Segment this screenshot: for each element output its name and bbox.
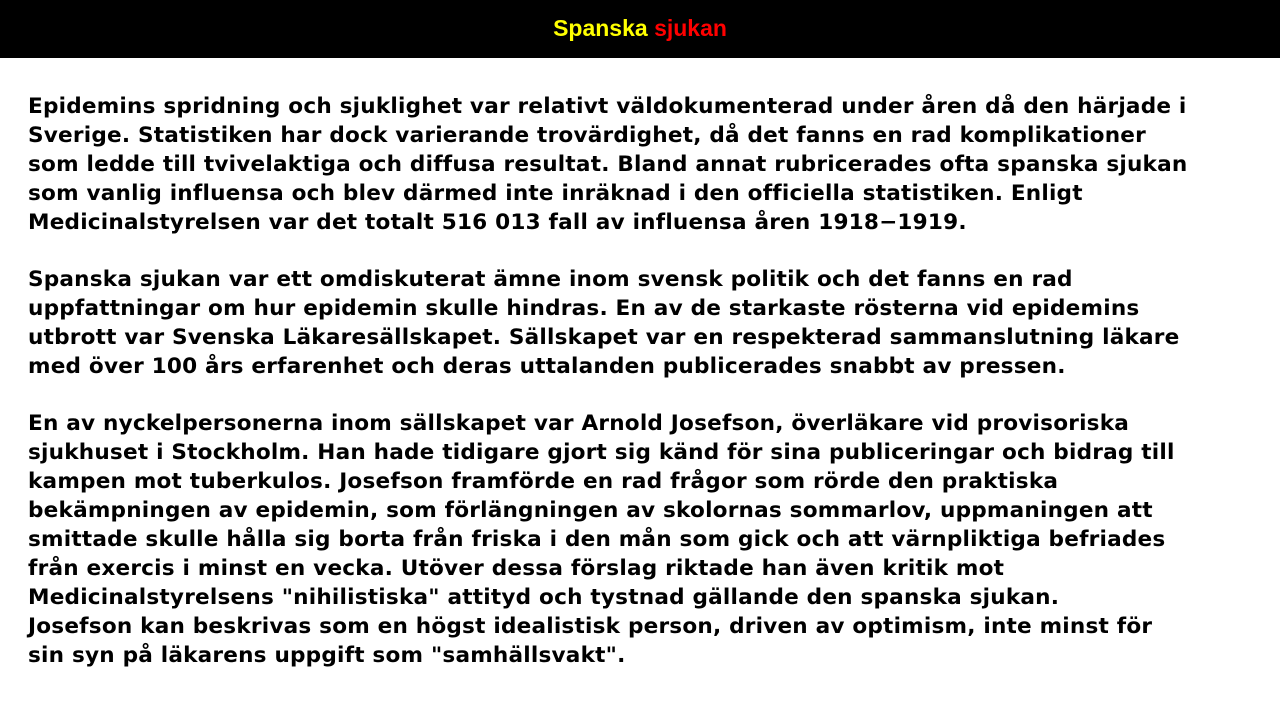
article-body <box>28 92 1264 698</box>
text-line: från exercis i minst en vecka. Utöver dessa förslag riktade han även kritik mot <box>28 556 1005 581</box>
text-line: smittade skulle hålla sig borta från friska i den mån som gick och att värnpliktiga befriades <box>28 527 1166 552</box>
page-title <box>553 14 727 41</box>
text-line: Spanska sjukan var ett omdiskuterat ämne inom svensk politik och det fanns en rad <box>28 267 1073 292</box>
paragraph-1 <box>28 92 1264 237</box>
text-line: Sverige. Statistiken har dock varierande trovärdighet, då det fanns en rad komplikationer <box>28 123 1146 148</box>
title-bar <box>0 0 1280 58</box>
text-line: sin syn på läkarens uppgift som "samhällsvakt". <box>28 643 626 668</box>
text-line: Josefson kan beskrivas som en högst idealistisk person, driven av optimism, inte minst för <box>28 614 1153 639</box>
text-line: Medicinalstyrelsen var det totalt 516 013 fall av influensa åren 1918−1919. <box>28 210 967 235</box>
text-line: Medicinalstyrelsens "nihilistiska" attityd och tystnad gällande den spanska sjukan. <box>28 585 1060 610</box>
title-word-sjukan: sjukan <box>654 14 727 41</box>
text-line: som ledde till tvivelaktiga och diffusa resultat. Bland annat rubricerades ofta spanska sjukan <box>28 152 1188 177</box>
text-line: sjukhuset i Stockholm. Han hade tidigare gjort sig känd för sina publiceringar och bidrag till <box>28 440 1175 465</box>
paragraph-2 <box>28 265 1264 381</box>
paragraph-3 <box>28 409 1264 670</box>
text-line: uppfattningar om hur epidemin skulle hindras. En av de starkaste rösterna vid epidemins <box>28 296 1140 321</box>
text-line: som vanlig influensa och blev därmed inte inräknad i den officiella statistiken. Enligt <box>28 181 1083 206</box>
text-line: kampen mot tuberkulos. Josefson framförde en rad frågor som rörde den praktiska <box>28 469 1059 494</box>
title-word-spanska: Spanska <box>553 14 648 41</box>
text-line: Epidemins spridning och sjuklighet var relativt väldokumenterad under åren då den härjade i <box>28 94 1187 119</box>
text-line: En av nyckelpersonerna inom sällskapet var Arnold Josefson, överläkare vid provisoriska <box>28 411 1130 436</box>
text-line: med över 100 års erfarenhet och deras uttalanden publicerades snabbt av pressen. <box>28 354 1066 379</box>
text-line: utbrott var Svenska Läkaresällskapet. Sällskapet var en respekterad sammanslutning läkare <box>28 325 1180 350</box>
text-line: bekämpningen av epidemin, som förlängningen av skolornas sommarlov, uppmaningen att <box>28 498 1153 523</box>
